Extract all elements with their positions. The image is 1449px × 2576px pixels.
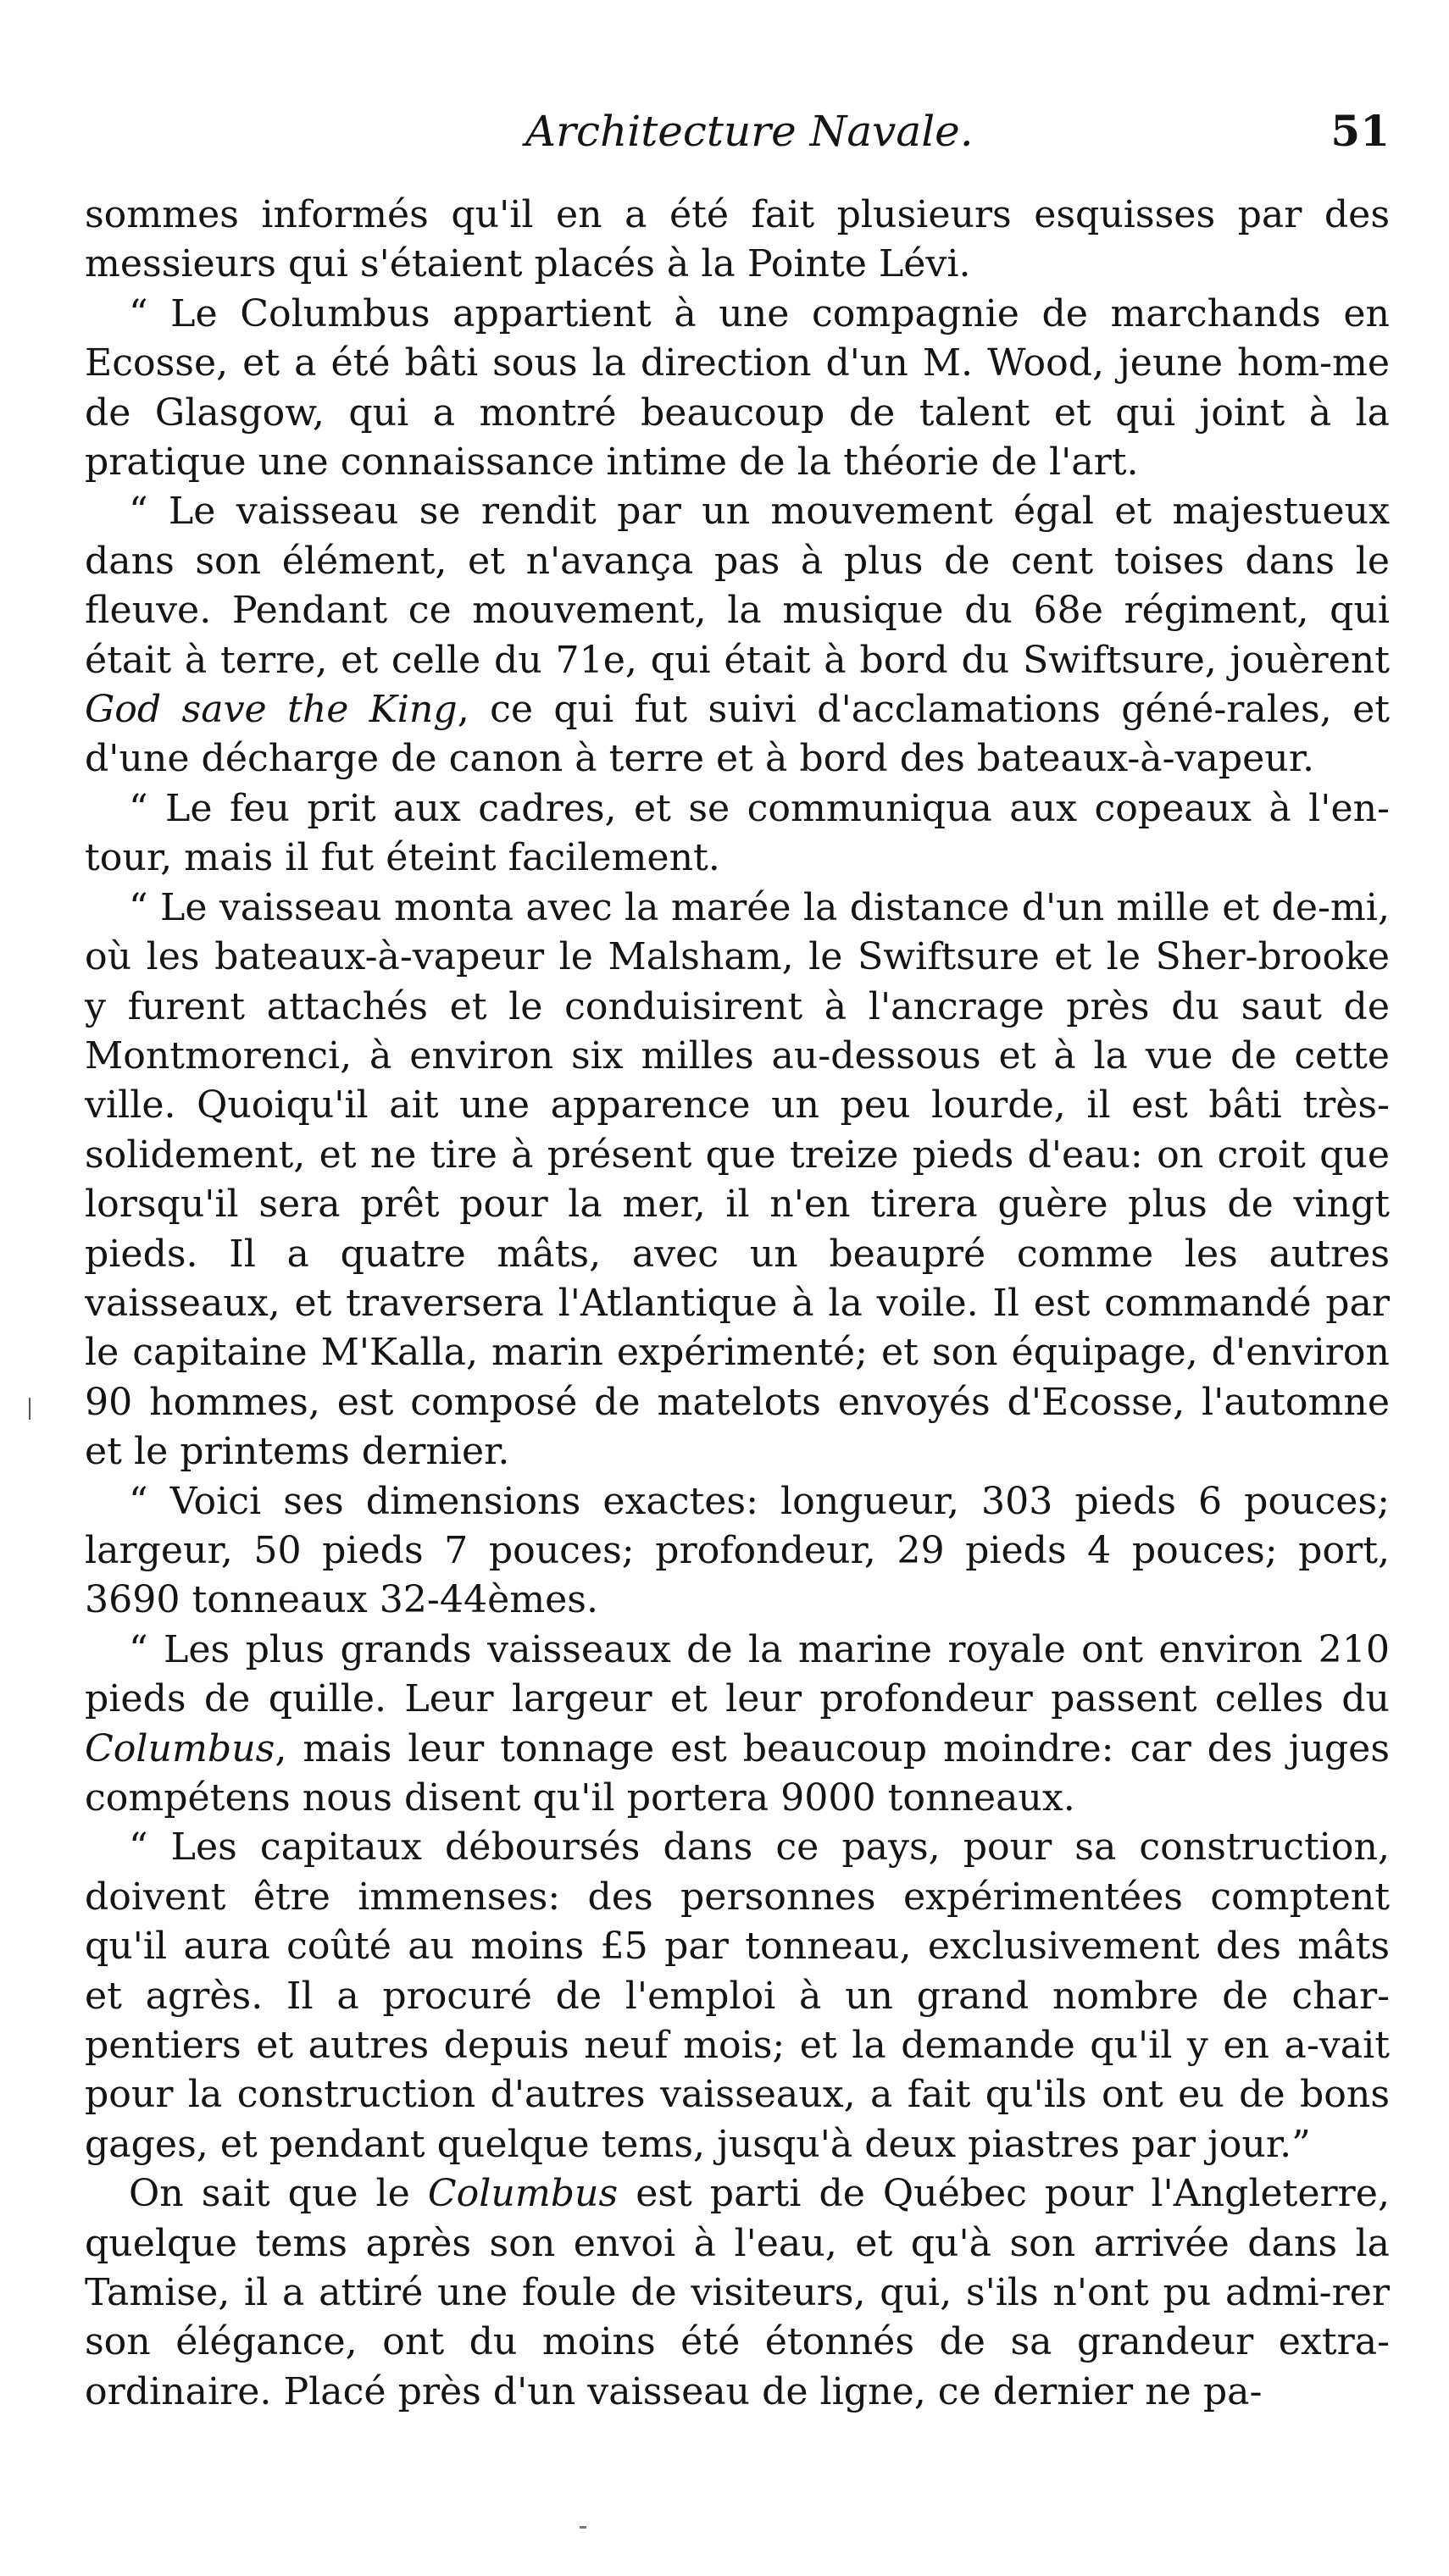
text-segment: “ Le vaisseau se rendit par un mouvement égal et majestueux dans son élément, et n'avança pas à plus de cent toises dans le fleuve. Pendant ce mouvement, la musique du 68e régiment, qui était à terre, et celle du 71e, qui était à bord du Swiftsure, jouèrent xyxy=(85,490,1390,682)
paragraph-p8 xyxy=(85,1823,1390,2169)
text-segment: “ Le vaisseau monta avec la marée la distance d'un mille et de-mi, où les bateaux-à-vapeur le Malsham, le Swiftsure et le Sher-brooke y furent attachés et le conduisirent à l'ancrage près du saut de Montmorenci, à environ six milles au-dessous et à la vue de cette ville. Quoiqu'il ait une apparence un peu lourde, il est bâti très-solidement, et ne tire à présent que treize pieds d'eau: on croit que lorsqu'il sera prêt pour la mer, il n'en tirera guère plus de vingt pieds. Il a quatre mâts, avec un beaupré comme les autres vaisseaux, et traversera l'Atlantique à la voile. Il est commandé par le capitaine M'Kalla, marin expérimenté; et son équipage, d'environ 90 hommes, est composé de matelots envoyés d'Ecosse, l'automne et le printems dernier. xyxy=(85,885,1390,1474)
body-text xyxy=(85,191,1390,2417)
text-segment: “ Les plus grands vaisseaux de la marine royale ont environ 210 pieds de quille. Leur largeur et leur profondeur passent celles du xyxy=(85,1627,1390,1721)
paragraph-p1 xyxy=(85,191,1390,290)
text-segment: sommes informés qu'il en a été fait plusieurs esquisses par des messieurs qui s'étaient placés à la Pointe Lévi. xyxy=(85,193,1390,286)
running-title: Architecture Navale. xyxy=(525,107,974,156)
text-segment: , ce qui fut suivi d'acclamations géné-rales, et d'une décharge de canon à terre et à bord des bateaux-à-vapeur. xyxy=(85,688,1390,781)
text-segment: “ Le Columbus appartient à une compagnie de marchands en Ecosse, et a été bâti sous la direction d'un M. Wood, jeune hom-me de Glasgow, qui a montré beaucoup de talent et qui joint à la pratique une connaissance intime de la théorie de l'art. xyxy=(85,291,1390,485)
paragraph-p5 xyxy=(85,884,1390,1477)
italic-text: Columbus xyxy=(427,2172,619,2216)
running-head xyxy=(85,102,1390,178)
page-number: 51 xyxy=(1330,106,1390,156)
paragraph-p4 xyxy=(85,784,1390,884)
text-segment: “ Voici ses dimensions exactes: longueur, 303 pieds 6 pouces; largeur, 50 pieds 7 pouces; profondeur, 29 pieds 4 pouces; port, 3690 tonneaux 32-44èmes. xyxy=(85,1479,1390,1622)
paragraph-p2 xyxy=(85,290,1390,488)
paragraph-p9 xyxy=(85,2169,1390,2417)
paragraph-p7 xyxy=(85,1626,1390,1824)
footer-mark xyxy=(580,2526,586,2529)
paragraph-p6 xyxy=(85,1477,1390,1626)
text-segment: On sait que le xyxy=(129,2172,428,2216)
margin-mark xyxy=(29,1398,31,1420)
paragraph-p3 xyxy=(85,487,1390,784)
text-segment: “ Les capitaux déboursés dans ce pays, pour sa construction, doivent être immenses: des personnes expérimentées comptent qu'il aura coûté au moins £5 par tonneau, exclusivement des mâts et agrès. Il a procuré de l'emploi à un grand nombre de char-pentiers et autres depuis neuf mois; et la demande qu'il y en a-vait pour la construction d'autres vaisseaux, a fait qu'ils ont eu de bons gages, et pendant quelque tems, jusqu'à deux piastres par jour.” xyxy=(85,1825,1390,2166)
text-segment: “ Le feu prit aux cadres, et se communiqua aux copeaux à l'en-tour, mais il fut éteint facilement. xyxy=(85,786,1390,880)
italic-text: Columbus xyxy=(85,1726,275,1770)
text-segment: , mais leur tonnage est beaucoup moindre: car des juges compétens nous disent qu'il portera 9000 tonneaux. xyxy=(85,1726,1390,1820)
text-segment: est parti de Québec pour l'Angleterre, quelque tems après son envoi à l'eau, et qu'à son arrivée dans la Tamise, il a attiré une foule de visiteurs, qui, s'ils n'ont pu admi-rer son élégance, ont du moins été étonnés de sa grandeur extra-ordinaire. Placé près d'un vaisseau de ligne, ce dernier ne pa- xyxy=(85,2172,1390,2413)
italic-text: God save the King xyxy=(85,688,458,732)
